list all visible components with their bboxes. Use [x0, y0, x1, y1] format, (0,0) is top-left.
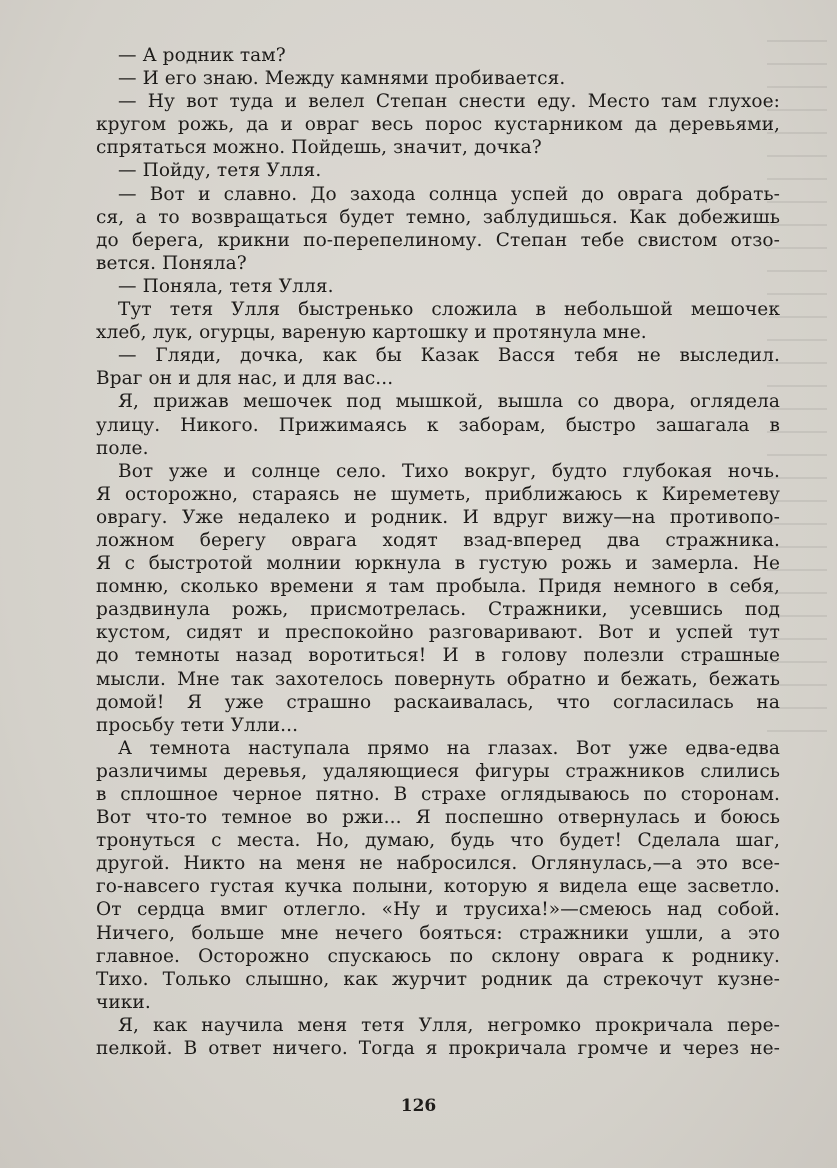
text-line: домой! Я уже страшно раскаивалась, что согласилась на: [96, 691, 780, 713]
text-line: Вот уже и солнце село. Тихо вокруг, будто глубокая ночь.: [118, 460, 780, 482]
text-line: раздвинула рожь, присмотрелась. Стражники, усевшись под: [96, 599, 780, 621]
text-line: хлеб, лук, огурцы, вареную картошку и протянула мне.: [96, 322, 647, 344]
text-line: вется. Поняла?: [96, 252, 247, 274]
text-line: просьбу тети Улли...: [96, 714, 299, 736]
text-line: улицу. Никого. Прижимаясь к заборам, быстро зашагала в: [96, 414, 780, 436]
body-text: [96, 44, 780, 1060]
text-line: помню, сколько времени я там пробыла. Придя немного в себя,: [96, 576, 780, 598]
text-line: Враг он и для нас, и для вас...: [96, 368, 394, 390]
text-line: ся, а то возвращаться будет темно, заблудишься. Как добежишь: [96, 206, 780, 228]
text-line: пелкой. В ответ ничего. Тогда я прокричала громче и через не-: [96, 1038, 780, 1060]
text-line: мысли. Мне так захотелось повернуть обратно и бежать, бежать: [96, 668, 780, 690]
text-line: — Поняла, тетя Улля.: [118, 275, 334, 297]
text-line: А темнота наступала прямо на глазах. Вот уже едва-едва: [118, 737, 780, 759]
text-line: — Вот и славно. До захода солнца успей до оврага добрать-: [118, 183, 780, 205]
text-line: оврагу. Уже недалеко и родник. И вдруг вижу—на противопо-: [96, 506, 780, 528]
text-line: ложном берегу оврага ходят взад-вперед два стражника.: [96, 529, 780, 551]
text-line: поле.: [96, 437, 149, 459]
text-line: Вот что-то темное во ржи... Я поспешно отвернулась и боюсь: [96, 807, 780, 829]
text-line: — А родник там?: [118, 45, 286, 66]
text-line: — Ну вот туда и велел Степан снести еду. Место там глухое:: [118, 91, 780, 113]
text-line: различимы деревья, удаляющиеся фигуры стражников слились: [96, 760, 780, 782]
text-line: до берега, крикни по-перепелиному. Степан тебе свистом отзо-: [96, 229, 780, 251]
text-line: тронуться с места. Но, думаю, будь что будет! Сделала шаг,: [96, 830, 780, 852]
text-line: Я осторожно, стараясь не шуметь, приближаюсь к Киреметеву: [96, 483, 780, 505]
text-line: кустом, сидят и преспокойно разговаривают. Вот и успей тут: [96, 622, 780, 644]
text-line: От сердца вмиг отлегло. «Ну и трусиха!»—смеюсь над собой.: [96, 899, 780, 921]
text-line: кругом рожь, да и овраг весь порос кустарником да деревьями,: [96, 114, 780, 136]
text-line: Тут тетя Улля быстренько сложила в небольшой мешочек: [118, 299, 780, 321]
text-line: другой. Никто на меня не набросился. Оглянулась,—а это все-: [96, 853, 780, 875]
text-line: спрятаться можно. Пойдешь, значит, дочка?: [96, 137, 542, 159]
text-line: Тихо. Только слышно, как журчит родник да стрекочут кузне-: [96, 968, 780, 990]
text-line: Я, прижав мешочек под мышкой, вышла со двора, оглядела: [118, 391, 780, 413]
text-line: Я, как научила меня тетя Улля, негромко прокричала пере-: [118, 1014, 780, 1036]
text-line: го-навсего густая кучка полыни, которую я видела еще засветло.: [96, 876, 780, 898]
text-line: — Гляди, дочка, как бы Казак Васся тебя не выследил.: [118, 345, 780, 367]
page-number: 126: [400, 1096, 437, 1116]
text-line: чики.: [96, 991, 151, 1013]
text-line: — И его знаю. Между камнями пробивается.: [118, 68, 566, 90]
text-line: — Пойду, тетя Улля.: [118, 160, 322, 182]
text-line: Я с быстротой молнии юркнула в густую рожь и замерла. Не: [96, 553, 780, 575]
text-line: в сплошное черное пятно. В страхе оглядываюсь по сторонам.: [96, 784, 780, 805]
text-line: до темноты назад воротиться! И в голову полезли страшные: [96, 645, 780, 667]
text-line: главное. Осторожно спускаюсь по склону оврага к роднику.: [96, 945, 780, 967]
text-line: Ничего, больше мне нечего бояться: стражники ушли, а это: [96, 922, 780, 944]
